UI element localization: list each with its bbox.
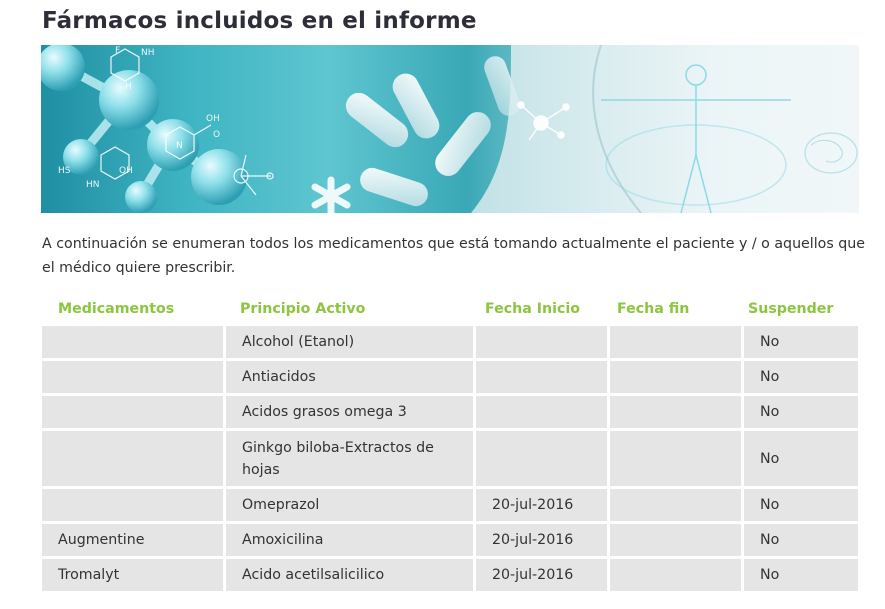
banner-image (41, 45, 859, 213)
cell-medicamento (42, 431, 223, 486)
molecule-label: H (125, 82, 132, 92)
cell-suspender: No (744, 489, 858, 521)
table-row (42, 559, 858, 591)
cell-fin (610, 431, 741, 486)
cell-principio: Ginkgo biloba-Extractos de hojas (226, 431, 473, 486)
cell-inicio: 20-jul-2016 (476, 489, 607, 521)
cell-principio: Alcohol (Etanol) (226, 326, 473, 358)
molecule-illustration (41, 45, 859, 213)
cell-suspender: No (744, 431, 858, 486)
cell-inicio (476, 431, 607, 486)
table-row (42, 524, 858, 556)
cell-inicio (476, 396, 607, 428)
cell-principio: Acidos grasos omega 3 (226, 396, 473, 428)
cell-suspender: No (744, 396, 858, 428)
molecule-label: OH (206, 114, 220, 124)
cell-fin (610, 326, 741, 358)
cell-principio: Antiacidos (226, 361, 473, 393)
cell-fin (610, 489, 741, 521)
molecule-label: HS (58, 166, 71, 176)
header-fecha-inicio: Fecha Inicio (485, 301, 581, 317)
cell-suspender: No (744, 559, 858, 591)
molecule-label: NH (141, 48, 155, 58)
table-row (42, 326, 858, 358)
cell-fin (610, 524, 741, 556)
cell-medicamento (42, 326, 223, 358)
molecule-label: F (115, 46, 121, 56)
intro-text: A continuación se enumeran todos los medicamentos que está tomando actualmente el paciente y / o aquellos que el médico quiere prescribir. (42, 236, 865, 276)
header-medicamentos: Medicamentos (58, 301, 175, 317)
drugs-table (42, 292, 858, 594)
cell-suspender: No (744, 361, 858, 393)
cell-suspender: No (744, 326, 858, 358)
cell-inicio: 20-jul-2016 (476, 559, 607, 591)
molecule-label: OH (119, 166, 133, 176)
cell-inicio (476, 361, 607, 393)
page-title: Fármacos incluidos en el informe (42, 8, 477, 34)
table-row (42, 489, 858, 521)
cell-principio: Omeprazol (226, 489, 473, 521)
cell-medicamento (42, 396, 223, 428)
cell-principio: Acido acetilsalicilico (226, 559, 473, 591)
table-row (42, 431, 858, 486)
table-header (42, 292, 858, 326)
molecule-label: O (213, 130, 221, 140)
cell-fin (610, 361, 741, 393)
molecule-label: HN (86, 180, 100, 190)
cell-principio: Amoxicilina (226, 524, 473, 556)
molecule-label: N (176, 141, 183, 151)
cell-fin (610, 396, 741, 428)
table-row (42, 396, 858, 428)
cell-medicamento: Tromalyt (42, 559, 223, 591)
header-suspender: Suspender (748, 301, 834, 317)
cell-inicio (476, 326, 607, 358)
cell-medicamento: Augmentine (42, 524, 223, 556)
header-fecha-fin: Fecha fin (617, 301, 690, 317)
table-row (42, 361, 858, 393)
cell-inicio: 20-jul-2016 (476, 524, 607, 556)
cell-suspender: No (744, 524, 858, 556)
header-principio-activo: Principio Activo (240, 301, 366, 317)
cell-medicamento (42, 361, 223, 393)
cell-fin (610, 559, 741, 591)
cell-medicamento (42, 489, 223, 521)
